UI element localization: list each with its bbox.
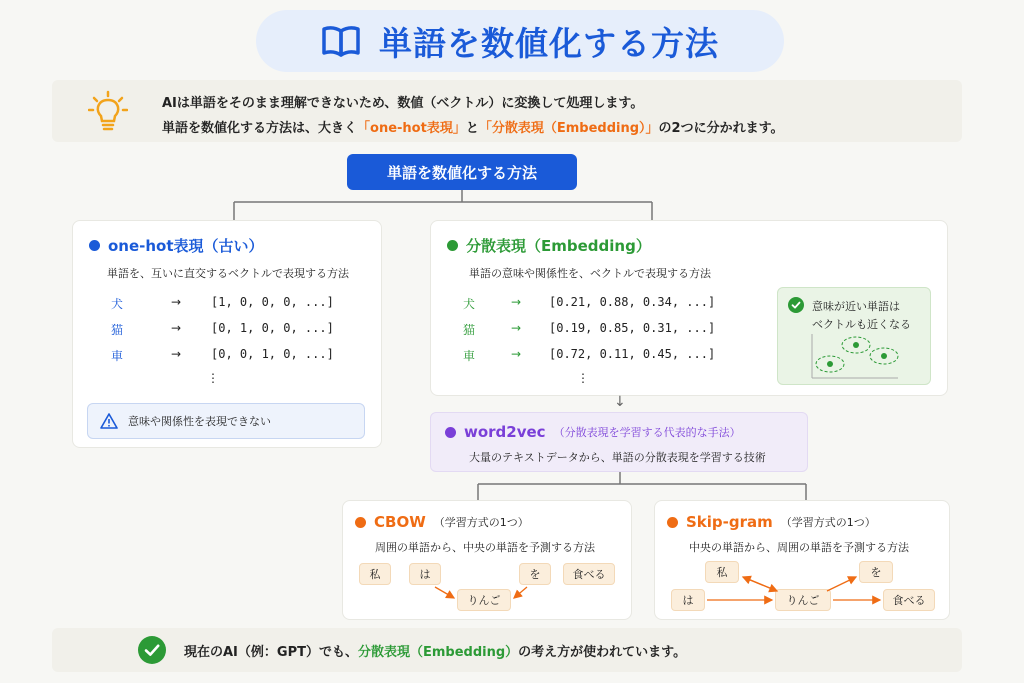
page-title: 単語を数値化する方法 [379,23,719,63]
center-word: りんご [457,589,511,611]
onehot-vector: [0, 0, 1, 0, ...] [211,347,334,361]
skipgram-subtitle: （学習方式の1つ） [780,516,876,529]
purple-dot-icon [445,427,456,438]
embedding-vector: [0.19, 0.85, 0.31, ...] [549,321,716,335]
cbow-card [342,500,632,620]
context-word: 食べる [883,589,935,611]
arrow-icon: → [171,321,182,335]
skipgram-title: Skip-gram [686,513,773,531]
context-word: を [519,563,551,585]
check-circle-icon [788,297,804,313]
cbow-description: 周囲の単語から、中央の単語を予測する方法 [375,541,595,554]
similarity-note [777,287,931,385]
onehot-description: 単語を、互いに直交するベクトルで表現する方法 [107,267,349,280]
embedding-vector: [0.21, 0.88, 0.34, ...] [549,295,716,309]
context-word: 私 [705,561,739,583]
down-arrow-icon: ↓ [614,394,626,410]
check-circle-icon [138,636,166,664]
arrow-icon: → [171,347,182,361]
embedding-description: 単語の意味や関係性を、ベクトルで表現する方法 [469,267,711,280]
root-node: 単語を数値化する方法 [347,154,577,190]
cbow-subtitle: （学習方式の1つ） [433,516,529,529]
onehot-word: 猫 [111,323,124,337]
word2vec-subtitle: （分散表現を学習する代表的な手法） [553,426,741,439]
context-word: を [859,561,893,583]
embedding-word: 犬 [463,297,476,311]
embedding-card [430,220,948,396]
vertical-ellipsis: ⋮ [207,371,219,385]
embedding-word: 車 [463,349,476,363]
onehot-word: 犬 [111,297,124,311]
green-dot-icon [447,240,458,251]
onehot-title: one-hot表現（古い） [108,237,264,255]
skipgram-description: 中央の単語から、周囲の単語を予測する方法 [689,541,909,554]
note-line-1: 意味が近い単語は [812,300,900,313]
warning-icon [100,413,118,429]
warning-text: 意味や関係性を表現できない [128,415,271,428]
embedding-vector: [0.72, 0.11, 0.45, ...] [549,347,716,361]
context-word: 私 [359,563,391,585]
footer-box [52,628,962,672]
cbow-title: CBOW [374,513,426,531]
arrow-icon: → [511,295,522,309]
context-word: は [671,589,705,611]
embedding-word: 猫 [463,323,476,337]
onehot-warning [87,403,365,439]
embedding-title: 分散表現（Embedding） [466,237,651,255]
word2vec-title: word2vec [464,423,546,441]
context-word: 食べる [563,563,615,585]
arrow-icon: → [511,321,522,335]
center-word: りんご [775,589,831,611]
intro-line-1: AIは単語をそのまま理解できないため、数値（ベクトル）に変換して処理します。 [162,96,644,111]
onehot-word: 車 [111,349,124,363]
word2vec-box [430,412,808,472]
note-line-2: ベクトルも近くなる [812,318,911,331]
arrow-icon: → [511,347,522,361]
blue-dot-icon [89,240,100,251]
vector-space-icon [808,332,926,382]
skipgram-arrows [655,501,951,621]
onehot-card [72,220,382,448]
arrow-icon: → [171,295,182,309]
word2vec-description: 大量のテキストデータから、単語の分散表現を学習する技術 [469,451,766,464]
context-word: は [409,563,441,585]
onehot-vector: [1, 0, 0, 0, ...] [211,295,334,309]
vertical-ellipsis: ⋮ [577,371,589,385]
intro-line-2: 単語を数値化する方法は、大きく「one-hot表現」と「分散表現（Embedding）」の2つに分かれます。 [162,121,784,136]
cbow-arrows [343,501,633,621]
onehot-vector: [0, 1, 0, 0, ...] [211,321,334,335]
skipgram-card [654,500,950,620]
footer-text: 現在のAI（例：GPT）でも、分散表現（Embedding）の考え方が使われています。 [184,644,687,660]
